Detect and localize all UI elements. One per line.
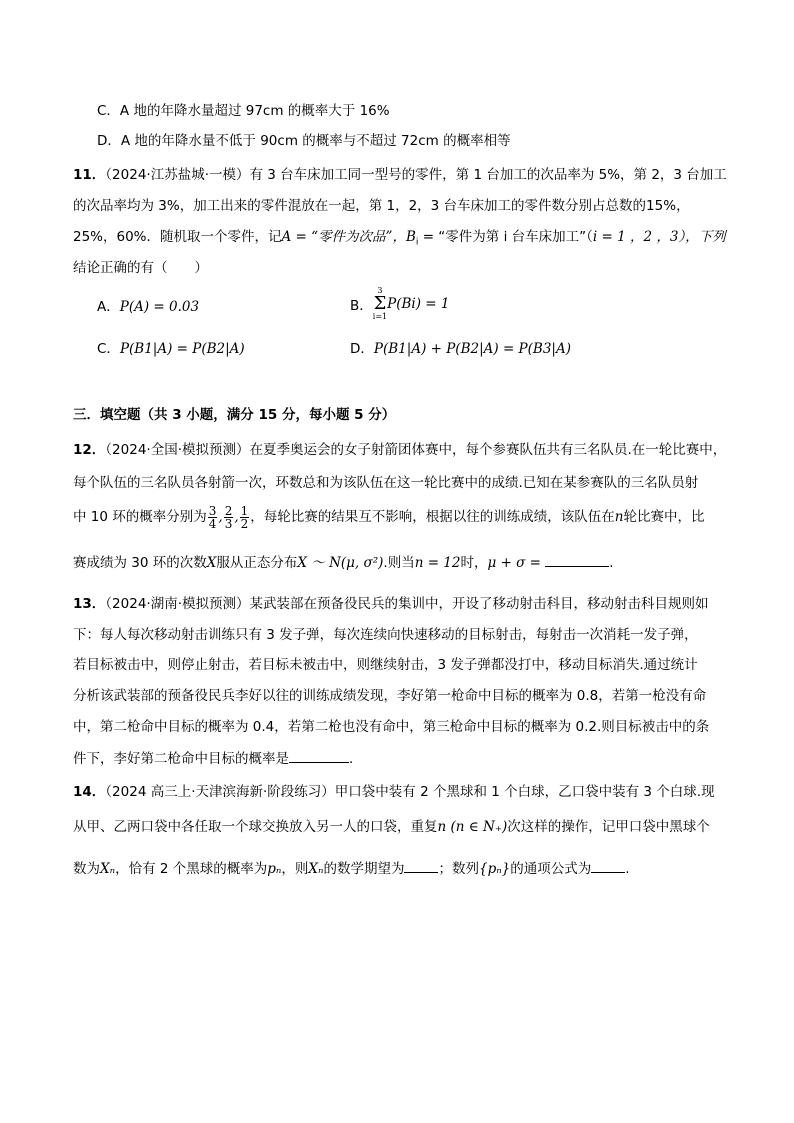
fraction: $\frac{3}{4}$	[208, 503, 217, 531]
q13-line-1: 13．（2024·湖南·模拟预测）某武装部在预备役民兵的集训中，开设了移动射击科目，移动射击科目规则如	[73, 596, 709, 612]
question-number: 11．	[73, 167, 106, 183]
q14-line-3: 数为Xₙ，恰有 2 个黑球的概率为pₙ，则Xₙ的数学期望为 ；数列{pₙ}的通项公式为 .	[73, 858, 630, 879]
q10-option-d: D．A 地的年降水量不低于 90cm 的概率与不超过 72cm 的概率相等	[97, 133, 511, 149]
q11-option-b: B． 3 Σ i=1 P(Bi) = 1	[350, 286, 450, 321]
answer-blank[interactable]	[289, 748, 349, 763]
q14-line-1: 14．（2024 高三上·天津滨海新·阶段练习）甲口袋中装有 2 个黑球和 1 个白球，乙口袋中装有 3 个白球.现	[73, 784, 715, 800]
q13-line-6: 件下，李好第二枪命中目标的概率是 .	[73, 748, 353, 769]
q12-line-2: 每个队伍的三名队员各射箭一次，环数总和为该队伍在这一轮比赛中的成绩.已知在某参赛队的三名队员射	[73, 475, 699, 491]
q12-line-3: 中 10 环的概率分别为 $\frac{3}{4}$ , $\frac{2}{3}$ , $\frac{1}{2}$ ，每轮比赛的结果互不影响，根据以往的训练成绩，该队伍在n轮比赛中，比	[73, 503, 705, 531]
q11-line-4: 结论正确的有（ ）	[73, 260, 208, 276]
q10-option-c: C．A 地的年降水量超过 97cm 的概率大于 16%	[97, 103, 390, 119]
q12-line-1: 12．（2024·全国·模拟预测）在夏季奥运会的女子射箭团体赛中，每个参赛队伍共有三名队员.在一轮比赛中，	[73, 442, 727, 458]
q13-line-3: 若目标被击中，则停止射击，若目标未被击中，则继续射击，3 发子弹都没打中，移动目标消失.通过统计	[73, 657, 698, 673]
answer-blank[interactable]	[591, 858, 625, 873]
question-source: （2024·江苏盐城·一模）	[105, 167, 250, 183]
q13-line-2: 下：每人每次移动射击训练只有 3 发子弹，每次连续向快速移动的目标射击，每射击一次消耗一发子弹，	[73, 627, 698, 643]
q11-line-2: 的次品率均为 3%，加工出来的零件混放在一起，第 1，2，3 台车床加工的零件数分别占总数的15%，	[73, 198, 690, 214]
question-source: （2024·全国·模拟预测）	[105, 442, 250, 458]
question-text: 有 3 台车床加工同一型号的零件，第 1 台加工的次品率为 5%，第 2，3 台加工	[249, 167, 727, 183]
question-number: 12．	[73, 442, 106, 458]
answer-blank[interactable]	[545, 552, 609, 567]
section-title: 三．填空题（共 3 小题，满分 15 分，每小题 5 分）	[73, 407, 396, 423]
question-number: 14．	[73, 784, 106, 800]
answer-blank[interactable]	[404, 858, 438, 873]
fraction: $\frac{1}{2}$	[240, 503, 249, 531]
question-source: （2024·湖南·模拟预测）	[105, 596, 250, 612]
q11-option-c: C．P(B1|A) = P(B2|A)	[97, 341, 245, 357]
q11-line-1	[73, 165, 727, 185]
q13-line-4: 分析该武装部的预备役民兵李好以往的训练成绩发现，李好第一枪命中目标的概率为 0.8，若第一枪没有命	[73, 688, 707, 704]
q11-option-a: A．P(A) = 0.03	[97, 299, 200, 315]
q14-line-2: 从甲、乙两口袋中各任取一个球交换放入另一人的口袋，重复n (n ∈ N₊)次这样的操作，记甲口袋中黑球个	[73, 819, 710, 835]
q13-line-5: 中，第二枪命中目标的概率为 0.4，若第二枪也没有命中，第三枪命中目标的概率为 0.2.则目标被击中的条	[73, 719, 710, 735]
question-number: 13．	[73, 596, 106, 612]
q11-line-3: 25%，60%．随机取一个零件，记A = “零件为次品”，$B_i$ = “零件为第 i 台车床加工”（i = 1 ，2 ，3），下列	[73, 229, 726, 248]
sum-symbol: 3 Σ i=1	[372, 286, 388, 321]
fraction: $\frac{2}{3}$	[224, 503, 233, 531]
q11-option-d: D．P(B1|A) + P(B2|A) = P(B3|A)	[350, 341, 571, 357]
q12-line-4: 赛成绩为 30 环的次数X服从正态分布X ～ N(μ, σ²).则当n = 12时，μ + σ = .	[73, 552, 614, 573]
question-source: （2024 高三上·天津滨海新·阶段练习）	[105, 784, 335, 800]
